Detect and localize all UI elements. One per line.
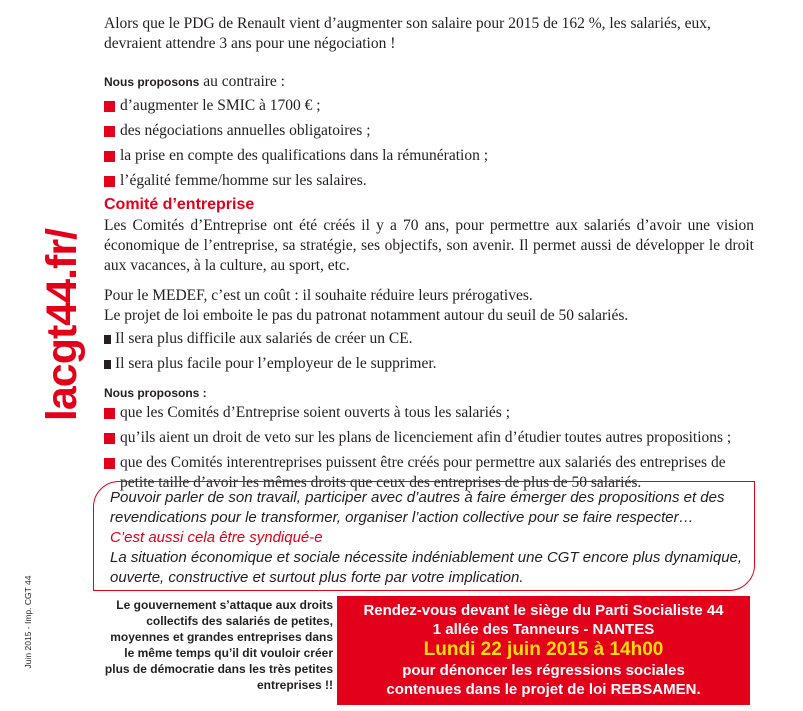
red-square-bullet-icon bbox=[104, 433, 115, 444]
red-square-bullet-icon bbox=[104, 101, 115, 112]
red-square-bullet-icon bbox=[104, 151, 115, 162]
list-item bbox=[104, 403, 754, 425]
intro-paragraph: Alors que le PDG de Renault vient d’augmenter son salaire pour 2015 de 162 %, les salariés, eux, devraient attendre 3 ans pour une négociation ! bbox=[104, 15, 711, 52]
callout-text bbox=[110, 488, 750, 588]
list-item bbox=[104, 171, 754, 193]
red-square-bullet-icon bbox=[104, 176, 115, 187]
proposals-label-rest: au contraire : bbox=[199, 73, 285, 90]
rally-box bbox=[337, 596, 750, 705]
rally-line-4: contenues dans le projet de loi REBSAMEN. bbox=[386, 681, 701, 698]
proposals-label: Nous proposons bbox=[104, 75, 200, 89]
list-item-text: que les Comités d’Entreprise soient ouverts à tous les salariés ; bbox=[120, 404, 510, 421]
list-item bbox=[104, 121, 754, 143]
callout-highlight: C’est aussi cela être syndiqué-e bbox=[110, 529, 323, 546]
black-square-bullet-icon bbox=[104, 360, 111, 369]
section-title-ce: Comité d’entreprise bbox=[104, 196, 255, 213]
list-item bbox=[104, 146, 754, 168]
rally-line-1: Rendez-vous devant le siège du Parti Socialiste 44 bbox=[363, 602, 724, 619]
imprint-note: Juin 2015 - Imp. CGT 44 bbox=[23, 575, 33, 669]
medef-line: Pour le MEDEF, c’est un coût : il souhaite réduire leurs prérogatives. bbox=[104, 287, 533, 304]
list-item bbox=[104, 96, 754, 118]
callout-line-1: Pouvoir parler de son travail, participer avec d’autres à faire émerger des propositions et des revendications pour le transformer, organiser l’action collective pour se faire respecter… bbox=[110, 489, 725, 526]
proposals-heading-1 bbox=[104, 72, 754, 92]
callout-line-2: La situation économique et sociale nécessite indéniablement une CGT encore plus dynamique, ouverte, constructive et surtout plus forte par votre implication. bbox=[110, 549, 743, 586]
black-square-bullet-icon bbox=[104, 335, 111, 344]
rally-line-2: 1 allée des Tanneurs - NANTES bbox=[432, 621, 655, 638]
proposals-section-2 bbox=[104, 386, 754, 493]
list-item bbox=[104, 329, 754, 351]
government-note: Le gouvernement s’attaque aux droits collectifs des salariés de petites, moyennes et grandes entreprises dans le même temps qu’il dit vouloir créer plus de démocratie dans les très petites entreprises !! bbox=[104, 598, 333, 692]
red-square-bullet-icon bbox=[104, 408, 115, 419]
list-item-text: la prise en compte des qualifications dans la rémunération ; bbox=[120, 147, 489, 164]
proposals-label: Nous proposons : bbox=[104, 386, 207, 400]
ce-paragraph: Les Comités d’Entreprise ont été créés il y a 70 ans, pour permettre aux salariés d’avoir une vision économique de l’entreprise, sa stratégie, ses objectifs, son avenir. Il permet aussi de développer le droit aux vacances, à la culture, au sport, etc. bbox=[104, 217, 754, 274]
list-item-text: d’augmenter le SMIC à 1700 € ; bbox=[120, 97, 321, 114]
red-square-bullet-icon bbox=[104, 126, 115, 137]
list-item bbox=[104, 354, 754, 376]
list-item-text: qu’ils aient un droit de veto sur les plans de licenciement afin d’étudier toutes autres propositions ; bbox=[120, 429, 732, 446]
list-item-text: l’égalité femme/homme sur les salaires. bbox=[120, 172, 367, 189]
list-item-text: que des Comités interentreprises puissent être créés pour permettre aux salariés des entreprises de petite taille d’avoir les mêmes droits que ceux des entreprises de plus de 50 salariés. bbox=[120, 454, 726, 491]
rally-date: Lundi 22 juin 2015 à 14h00 bbox=[423, 639, 664, 660]
proposals-section-1 bbox=[104, 72, 754, 193]
projet-line: Le projet de loi emboite le pas du patronat notamment autour du seuil de 50 salariés. bbox=[104, 307, 629, 324]
rally-line-3: pour dénoncer les régressions sociales bbox=[402, 662, 685, 679]
list-item-text: Il sera plus facile pour l’employeur de le supprimer. bbox=[115, 355, 437, 372]
list-item bbox=[104, 428, 754, 450]
list-item-text: des négociations annuelles obligatoires ; bbox=[120, 122, 371, 139]
red-square-bullet-icon bbox=[104, 458, 115, 469]
website-logo: lacgt44.fr/ bbox=[38, 228, 86, 422]
list-item-text: Il sera plus difficile aux salariés de créer un CE. bbox=[115, 330, 413, 347]
main-content bbox=[104, 14, 754, 493]
proposals-heading-2 bbox=[104, 386, 754, 400]
